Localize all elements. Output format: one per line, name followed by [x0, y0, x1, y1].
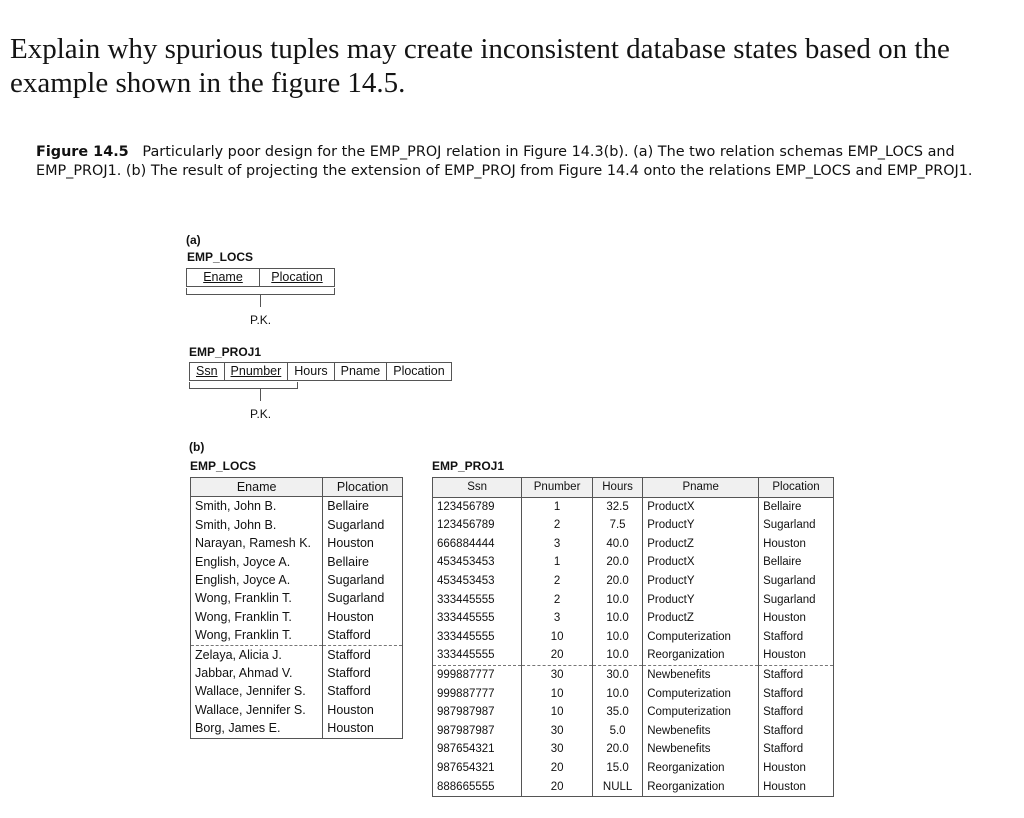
- cell-ssn: 888665555: [433, 778, 522, 797]
- cell-pnumber: 3: [522, 609, 593, 628]
- table-row: [433, 778, 834, 797]
- cell-plocation: Houston: [323, 701, 403, 719]
- pk-pointer: [260, 389, 261, 401]
- table-row: [191, 553, 403, 571]
- cell-plocation: Bellaire: [323, 553, 403, 571]
- cell-pnumber: 10: [522, 685, 593, 704]
- pk-pointer: [260, 295, 261, 307]
- cell-hours: 10.0: [592, 591, 642, 610]
- cell-plocation: Sugarland: [323, 589, 403, 607]
- cell-pname: Reorganization: [643, 778, 759, 797]
- cell-pname: Computerization: [643, 685, 759, 704]
- table-row: [433, 722, 834, 741]
- cell-pname: ProductZ: [643, 535, 759, 554]
- cell-ename: Jabbar, Ahmad V.: [191, 664, 323, 682]
- schema-attr-ssn: Ssn: [190, 363, 225, 380]
- cell-pname: ProductY: [643, 572, 759, 591]
- table-row: [191, 571, 403, 589]
- cell-pname: ProductX: [643, 553, 759, 572]
- schema-emp-locs-title: EMP_LOCS: [187, 250, 254, 264]
- pk-label: P.K.: [250, 407, 272, 421]
- schema-emp-proj1: [189, 362, 452, 381]
- table-header-row: [191, 478, 403, 497]
- cell-ename: Narayan, Ramesh K.: [191, 534, 323, 552]
- cell-plocation: Houston: [759, 759, 834, 778]
- cell-ename: English, Joyce A.: [191, 553, 323, 571]
- cell-pnumber: 2: [522, 572, 593, 591]
- part-b-label: (b): [189, 440, 205, 454]
- schema-attr-pnumber: Pnumber: [225, 363, 289, 380]
- cell-plocation: Houston: [759, 609, 834, 628]
- cell-pname: Newbenefits: [643, 665, 759, 684]
- table-row: [191, 589, 403, 607]
- column-header-hours: Hours: [592, 478, 642, 498]
- column-header-plocation: Plocation: [759, 478, 834, 498]
- cell-ssn: 333445555: [433, 609, 522, 628]
- table-row: [191, 626, 403, 645]
- cell-ssn: 987987987: [433, 722, 522, 741]
- table-row: [191, 497, 403, 516]
- cell-plocation: Houston: [323, 608, 403, 626]
- cell-hours: 10.0: [592, 685, 642, 704]
- table-emp-proj1: [432, 477, 834, 797]
- cell-ssn: 666884444: [433, 535, 522, 554]
- cell-pnumber: 20: [522, 778, 593, 797]
- table-row: [433, 609, 834, 628]
- column-header-plocation: Plocation: [323, 478, 403, 497]
- cell-ssn: 987654321: [433, 740, 522, 759]
- table-row: [191, 516, 403, 534]
- cell-pnumber: 20: [522, 646, 593, 665]
- schema-attr-plocation: Plocation: [393, 364, 445, 378]
- cell-hours: 35.0: [592, 703, 642, 722]
- table-row: [191, 608, 403, 626]
- table-row: [433, 553, 834, 572]
- cell-pname: ProductZ: [643, 609, 759, 628]
- cell-ename: Wong, Franklin T.: [191, 626, 323, 645]
- pk-bracket: [186, 288, 335, 295]
- figure-caption: [36, 143, 996, 181]
- cell-plocation: Houston: [759, 778, 834, 797]
- column-header-ename: Ename: [191, 478, 323, 497]
- schema-emp-locs: [186, 268, 335, 287]
- cell-ssn: 333445555: [433, 591, 522, 610]
- cell-plocation: Sugarland: [759, 572, 834, 591]
- schema-attr-pname: Pname: [335, 363, 388, 380]
- cell-hours: 32.5: [592, 497, 642, 516]
- cell-plocation: Stafford: [323, 645, 403, 664]
- cell-hours: 20.0: [592, 553, 642, 572]
- cell-ssn: 987987987: [433, 703, 522, 722]
- table-row: [433, 572, 834, 591]
- cell-pname: Reorganization: [643, 759, 759, 778]
- cell-plocation: Stafford: [759, 740, 834, 759]
- cell-plocation: Bellaire: [323, 497, 403, 516]
- cell-pname: ProductY: [643, 591, 759, 610]
- cell-plocation: Sugarland: [323, 516, 403, 534]
- cell-plocation: Sugarland: [759, 516, 834, 535]
- cell-pnumber: 2: [522, 591, 593, 610]
- cell-pnumber: 3: [522, 535, 593, 554]
- cell-hours: NULL: [592, 778, 642, 797]
- cell-plocation: Bellaire: [759, 553, 834, 572]
- cell-pname: Computerization: [643, 628, 759, 647]
- cell-hours: 7.5: [592, 516, 642, 535]
- table-row: [433, 685, 834, 704]
- cell-ssn: 987654321: [433, 759, 522, 778]
- cell-ssn: 123456789: [433, 497, 522, 516]
- cell-plocation: Stafford: [323, 682, 403, 700]
- cell-pnumber: 30: [522, 740, 593, 759]
- schema-emp-proj1-title: EMP_PROJ1: [189, 345, 262, 359]
- cell-plocation: Stafford: [323, 664, 403, 682]
- cell-plocation: Sugarland: [759, 591, 834, 610]
- table-emp-locs: [190, 477, 403, 739]
- table-row: [433, 703, 834, 722]
- cell-hours: 20.0: [592, 572, 642, 591]
- table-row: [433, 535, 834, 554]
- table-row: [433, 646, 834, 665]
- cell-pname: Newbenefits: [643, 722, 759, 741]
- column-header-pname: Pname: [643, 478, 759, 498]
- cell-plocation: Sugarland: [323, 571, 403, 589]
- cell-plocation: Stafford: [759, 628, 834, 647]
- cell-plocation: Houston: [759, 535, 834, 554]
- cell-plocation: Houston: [759, 646, 834, 665]
- cell-hours: 10.0: [592, 628, 642, 647]
- cell-ename: Borg, James E.: [191, 719, 323, 738]
- cell-pname: ProductX: [643, 497, 759, 516]
- cell-pnumber: 20: [522, 759, 593, 778]
- table-row: [191, 701, 403, 719]
- table-row: [191, 664, 403, 682]
- cell-pnumber: 2: [522, 516, 593, 535]
- cell-plocation: Houston: [323, 719, 403, 738]
- table-row: [191, 534, 403, 552]
- cell-pnumber: 30: [522, 722, 593, 741]
- cell-hours: 10.0: [592, 609, 642, 628]
- cell-ssn: 123456789: [433, 516, 522, 535]
- cell-hours: 30.0: [592, 665, 642, 684]
- schema-attr-ename: Ename: [187, 269, 260, 286]
- cell-ssn: 999887777: [433, 685, 522, 704]
- question-text: Explain why spurious tuples may create inconsistent database states based on the example shown in the figure 14.5.: [10, 33, 950, 99]
- cell-ssn: 453453453: [433, 553, 522, 572]
- column-header-pnumber: Pnumber: [522, 478, 593, 498]
- cell-pnumber: 1: [522, 497, 593, 516]
- cell-ename: Wong, Franklin T.: [191, 589, 323, 607]
- cell-ename: Wong, Franklin T.: [191, 608, 323, 626]
- table-row: [191, 682, 403, 700]
- cell-ssn: 333445555: [433, 646, 522, 665]
- cell-plocation: Stafford: [759, 685, 834, 704]
- table-row: [433, 628, 834, 647]
- cell-plocation: Stafford: [759, 722, 834, 741]
- cell-hours: 40.0: [592, 535, 642, 554]
- cell-ssn: 333445555: [433, 628, 522, 647]
- table-row: [433, 591, 834, 610]
- table-row: [433, 740, 834, 759]
- cell-ename: Wallace, Jennifer S.: [191, 701, 323, 719]
- cell-ssn: 453453453: [433, 572, 522, 591]
- figure-label: Figure 14.5: [36, 144, 129, 160]
- pk-label: P.K.: [250, 313, 272, 327]
- table-emp-locs-title: EMP_LOCS: [190, 459, 257, 473]
- table-row: [433, 759, 834, 778]
- cell-plocation: Houston: [323, 534, 403, 552]
- part-a-label: (a): [186, 233, 201, 247]
- cell-plocation: Stafford: [759, 665, 834, 684]
- table-row: [433, 497, 834, 516]
- cell-pname: Reorganization: [643, 646, 759, 665]
- cell-ename: Zelaya, Alicia J.: [191, 645, 323, 664]
- cell-ename: English, Joyce A.: [191, 571, 323, 589]
- table-header-row: [433, 478, 834, 498]
- cell-pname: Computerization: [643, 703, 759, 722]
- cell-ename: Wallace, Jennifer S.: [191, 682, 323, 700]
- cell-hours: 15.0: [592, 759, 642, 778]
- column-header-ssn: Ssn: [433, 478, 522, 498]
- pk-bracket: [189, 382, 298, 389]
- cell-pname: Newbenefits: [643, 740, 759, 759]
- cell-plocation: Bellaire: [759, 497, 834, 516]
- figure-caption-text: Particularly poor design for the EMP_PROJ relation in Figure 14.3(b). (a) The two relation schemas EMP_LOCS and EMP_PROJ1. (b) The result of projecting the extension of EMP_PROJ from Figure 14.4 onto the relations EMP_LOCS and EMP_PROJ1.: [36, 144, 973, 179]
- cell-ename: Smith, John B.: [191, 516, 323, 534]
- table-emp-proj1-title: EMP_PROJ1: [432, 459, 505, 473]
- cell-pnumber: 10: [522, 703, 593, 722]
- cell-pnumber: 1: [522, 553, 593, 572]
- cell-hours: 5.0: [592, 722, 642, 741]
- table-row: [191, 719, 403, 738]
- schema-attr-plocation: Plocation: [271, 270, 323, 284]
- cell-hours: 10.0: [592, 646, 642, 665]
- cell-pnumber: 30: [522, 665, 593, 684]
- schema-attr-hours: Hours: [288, 363, 334, 380]
- cell-plocation: Stafford: [323, 626, 403, 645]
- table-row: [433, 516, 834, 535]
- cell-pnumber: 10: [522, 628, 593, 647]
- cell-hours: 20.0: [592, 740, 642, 759]
- table-row: [191, 645, 403, 664]
- cell-ssn: 999887777: [433, 665, 522, 684]
- cell-plocation: Stafford: [759, 703, 834, 722]
- table-row: [433, 665, 834, 684]
- cell-ename: Smith, John B.: [191, 497, 323, 516]
- cell-pname: ProductY: [643, 516, 759, 535]
